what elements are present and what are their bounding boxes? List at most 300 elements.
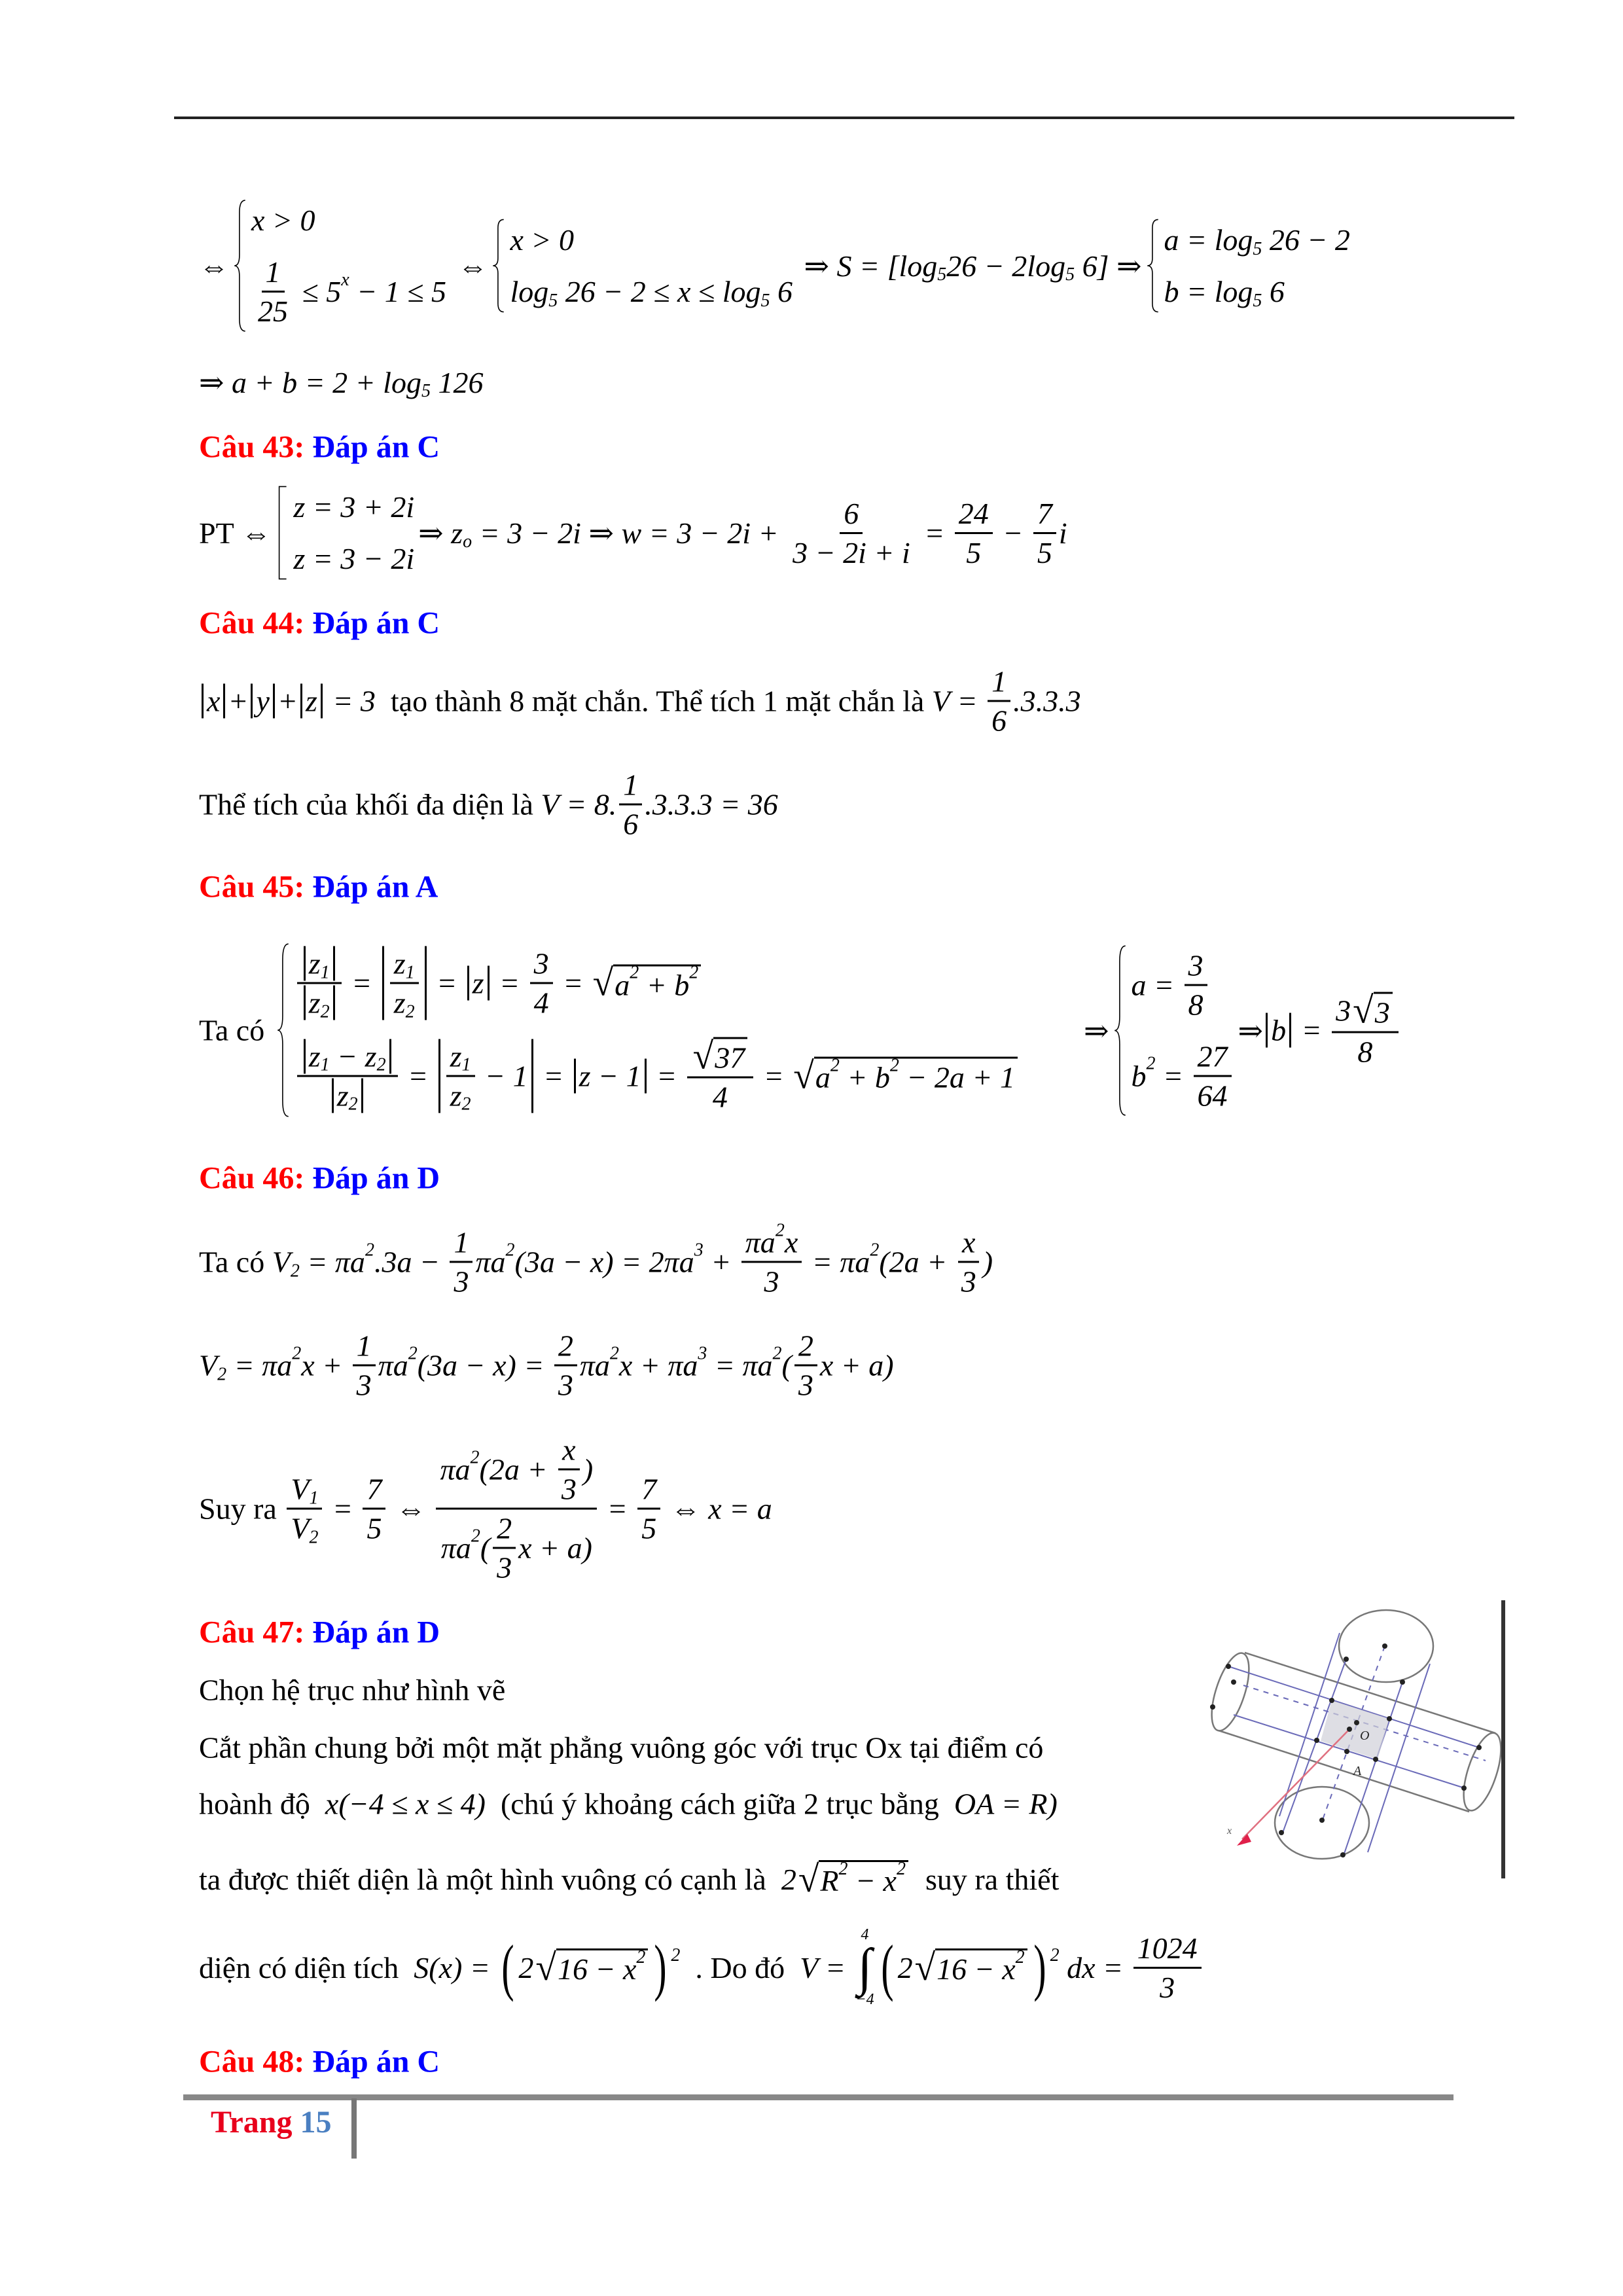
denominator <box>287 1510 322 1546</box>
system-rows <box>1128 944 1234 1117</box>
denominator <box>709 1079 732 1115</box>
math-text: 1024 <box>1137 1931 1198 1965</box>
radicand <box>556 1948 648 1986</box>
subscript: 1 <box>320 962 330 982</box>
square-root <box>535 1948 648 1986</box>
math-text: x <box>784 1225 798 1259</box>
math-text: = <box>599 1492 635 1526</box>
math-text: 6 <box>623 807 639 841</box>
math-text: = πa <box>804 1245 870 1279</box>
numerator <box>558 1433 579 1471</box>
absolute-value <box>202 684 225 719</box>
math-text: − 1 ≤ 5 <box>349 275 446 308</box>
math-text: = <box>491 966 527 1000</box>
denominator <box>789 534 914 570</box>
numerator <box>390 946 419 984</box>
math-text: .3.3.3 <box>1013 684 1081 718</box>
fraction <box>446 1039 475 1113</box>
absolute-value <box>304 1039 391 1073</box>
math-text: 5 <box>366 1511 382 1545</box>
fraction <box>988 664 1010 738</box>
subscript: 2 <box>217 1364 227 1384</box>
math-text: (3a − x) = 2πa <box>514 1245 694 1279</box>
square-root <box>793 1057 1018 1095</box>
text: Ta có <box>199 1245 272 1279</box>
radical-icon: √ <box>692 1035 714 1077</box>
subscript: 5 <box>937 264 947 285</box>
superscript: 2 <box>408 1343 418 1363</box>
math-text: ≤ 5 <box>294 275 342 308</box>
label-o: O <box>1360 1729 1370 1743</box>
math-text: 5 <box>966 535 982 569</box>
denominator <box>957 1263 980 1299</box>
text-cau-47-b <box>199 1731 1043 1765</box>
radical-icon: √ <box>1353 990 1374 1031</box>
math-text: z <box>336 1079 349 1112</box>
upper-limit: 4 <box>861 1926 869 1943</box>
math-text: 1 <box>265 255 281 289</box>
math-text: = <box>756 1059 792 1092</box>
system-rows <box>289 486 414 580</box>
superscript: 2 <box>636 1946 646 1967</box>
math-text: 3 <box>1188 948 1204 982</box>
math-text: z = 3 + 2i <box>293 490 415 524</box>
subscript: 5 <box>1253 290 1262 311</box>
answer-label: Đáp án C <box>304 2044 440 2079</box>
numerator <box>1033 496 1056 534</box>
left-paren-icon: ( <box>881 1932 894 2002</box>
math-text: − 1 <box>477 1059 528 1092</box>
numerator <box>619 768 642 806</box>
denominator <box>390 984 419 1020</box>
cylinders-figure <box>1204 1590 1531 1878</box>
radicand <box>713 1037 747 1075</box>
math-text: a = log <box>1164 223 1253 257</box>
math-text: 7 <box>1037 496 1052 530</box>
denominator <box>254 293 292 329</box>
equation-cau-46-c <box>199 1433 772 1585</box>
denominator <box>297 984 342 1020</box>
math-text: 26 − 2 ≤ x ≤ log <box>558 275 761 308</box>
math-text: i <box>1058 516 1067 550</box>
math-text: 3 <box>533 946 549 980</box>
math-text: − 2a + 1 <box>899 1060 1015 1094</box>
superscript: 2 <box>470 1447 480 1467</box>
question-label: Câu 46: <box>199 1160 305 1196</box>
math-text: = 3 <box>325 684 383 718</box>
text: PT <box>199 516 241 550</box>
math-text: 6 <box>844 496 859 530</box>
fraction <box>297 946 342 1020</box>
math-text: ⇒ <box>1023 1014 1109 1047</box>
equation-system <box>1113 944 1234 1117</box>
numerator <box>493 1511 516 1549</box>
math-text: 126 <box>430 365 484 399</box>
math-text: ⇒ z <box>418 516 463 550</box>
numerator <box>1185 948 1207 986</box>
heading-cau-44 <box>199 605 440 641</box>
absolute-value <box>467 966 490 1001</box>
text-cau-47-a <box>199 1673 505 1708</box>
denominator <box>794 1367 817 1403</box>
math-text: 2 <box>798 1329 813 1363</box>
system-row <box>1132 1039 1234 1113</box>
math-text: + <box>228 684 249 718</box>
fraction <box>493 1511 516 1585</box>
parentheses <box>497 1932 671 2002</box>
absolute-value <box>251 684 274 719</box>
math-text: z <box>308 946 321 980</box>
label-x: x <box>1227 1825 1232 1837</box>
math-text: 26 − 2log <box>946 249 1066 283</box>
math-text: 3 <box>798 1368 813 1402</box>
math-text: 3 <box>1160 1970 1175 2004</box>
math-text: 7 <box>641 1472 657 1506</box>
subscript: 2 <box>405 1001 415 1022</box>
denominator <box>962 534 985 570</box>
math-text: 3 <box>497 1551 512 1585</box>
heading-cau-45 <box>199 869 438 905</box>
superscript: 2 <box>471 1526 480 1546</box>
math-text: = πa <box>226 1348 293 1382</box>
denominator <box>558 1471 580 1507</box>
radicand <box>819 1860 908 1898</box>
superscript: 2 <box>689 962 699 983</box>
math-text: ⇔ x = a <box>663 1492 772 1526</box>
text: tạo thành 8 mặt chắn. Thể tích 1 mặt chắn là <box>383 684 932 718</box>
denominator <box>554 1367 577 1403</box>
fraction <box>390 946 419 1020</box>
question-label: Câu 47: <box>199 1615 305 1650</box>
superscript: 2 <box>870 1240 880 1260</box>
header-rule <box>174 117 1514 119</box>
superscript: 2 <box>830 1055 840 1075</box>
denominator <box>1185 986 1207 1022</box>
question-label: Câu 45: <box>199 869 305 905</box>
numerator <box>353 1329 376 1367</box>
math-text: z <box>450 1079 462 1112</box>
numerator <box>450 1225 473 1263</box>
subscript: 1 <box>405 962 415 982</box>
square-root <box>915 1948 1027 1986</box>
math-text: 3 <box>764 1265 779 1299</box>
fraction <box>1194 1039 1232 1113</box>
text: Cắt phần chung bởi một mặt phẳng vuông góc với trục Ox tại điểm có <box>199 1731 1044 1765</box>
numerator <box>687 1037 754 1079</box>
math-text: 27 <box>1197 1039 1228 1073</box>
denominator <box>353 1367 376 1403</box>
superscript: 2 <box>365 1240 374 1260</box>
math-text: 3 <box>1374 996 1390 1029</box>
math-text: z <box>393 986 406 1020</box>
text: diện có diện tích <box>199 1950 414 1984</box>
numerator <box>988 664 1010 702</box>
math-text: z <box>393 946 406 980</box>
brace-icon <box>1113 944 1128 1117</box>
math-text: + b <box>839 1060 890 1094</box>
equation-cau-43 <box>199 486 1067 580</box>
denominator <box>619 806 642 842</box>
superscript: 2 <box>1146 1053 1156 1074</box>
math-text: = <box>429 966 465 1000</box>
denominator <box>450 1263 473 1299</box>
math-text: 16 − x <box>936 1952 1016 1986</box>
superscript: 2 <box>630 962 639 983</box>
math-text: 2 <box>781 1862 796 1896</box>
brace-icon <box>1146 219 1160 313</box>
square-root <box>593 964 702 1002</box>
brace-icon <box>233 199 247 332</box>
subscript: 2 <box>348 1094 358 1115</box>
math-text: (3a − x) = <box>417 1348 552 1382</box>
math-text: − z <box>329 1039 377 1073</box>
subscript: 1 <box>461 1054 471 1075</box>
equation-system <box>276 942 1020 1119</box>
math-text: dx = <box>1059 1950 1131 1984</box>
math-text: .3a − <box>374 1245 448 1279</box>
radical-icon: √ <box>793 1055 814 1096</box>
system-rows <box>291 942 1020 1119</box>
system-row <box>510 223 793 257</box>
fraction <box>637 1472 660 1546</box>
math-text: + <box>277 684 298 718</box>
math-text: ⇔ <box>199 249 229 283</box>
math-text: 25 <box>258 295 288 328</box>
math-text: (2a + <box>879 1245 955 1279</box>
math-text: x(−4 ≤ x ≤ 4) <box>325 1787 486 1821</box>
math-text: R <box>820 1864 839 1897</box>
math-text: = 3 − 2i ⇒ w = 3 − 2i + <box>472 516 787 550</box>
subscript: 5 <box>421 381 431 401</box>
math-text: 1 <box>454 1225 469 1259</box>
math-text: ( <box>781 1348 792 1382</box>
radicand <box>1374 992 1393 1030</box>
math-text: V <box>272 1245 291 1279</box>
denominator <box>1353 1033 1376 1069</box>
math-text: 4 <box>712 1080 728 1114</box>
subscript: 2 <box>376 1054 386 1075</box>
math-text: ⇔ <box>450 249 488 283</box>
absolute-value <box>304 986 335 1020</box>
square-root <box>798 1860 908 1898</box>
math-text: 2 <box>518 1950 534 1984</box>
math-text: x + a) <box>518 1531 592 1565</box>
x-axis-arrow <box>1242 1729 1349 1839</box>
fraction <box>530 946 553 1020</box>
math-text: V = 8. <box>541 787 617 821</box>
math-text: 16 − x <box>557 1952 637 1986</box>
superscript: 2 <box>896 1858 906 1879</box>
footer-divider <box>351 2098 357 2159</box>
numerator <box>262 255 285 293</box>
math-text: x + a) <box>819 1348 894 1382</box>
text: Ta có <box>199 1013 272 1047</box>
square-root <box>1353 992 1393 1030</box>
math-text: = <box>344 966 380 1000</box>
right-paren-icon: ) <box>654 1932 667 2002</box>
subscript: 2 <box>290 1261 300 1281</box>
denominator <box>437 1510 596 1585</box>
cross-section-square <box>1321 1700 1389 1759</box>
denominator <box>325 1077 370 1113</box>
fraction <box>436 1433 597 1585</box>
math-text: = πa <box>299 1245 365 1279</box>
fraction <box>789 496 914 570</box>
paren-body <box>518 1948 650 1986</box>
superscript: 2 <box>671 1945 681 1965</box>
system-row <box>1164 274 1350 309</box>
bracket-icon <box>275 486 289 580</box>
text: suy ra thiết <box>910 1862 1060 1896</box>
fraction <box>1033 496 1056 570</box>
superscript: 2 <box>1050 1945 1060 1965</box>
math-text: 6 <box>991 704 1007 738</box>
math-text: = <box>535 1059 571 1092</box>
math-text: 4 <box>533 986 549 1020</box>
math-text: ) <box>582 1452 594 1486</box>
math-text: πa <box>745 1225 776 1259</box>
math-text: b <box>1271 1013 1287 1047</box>
system-row <box>294 1037 1020 1115</box>
superscript: 2 <box>1015 1946 1025 1967</box>
radical-icon: √ <box>592 962 614 1004</box>
system-rows <box>1160 219 1350 313</box>
paren-body <box>898 1948 1029 1986</box>
system-row <box>1132 948 1234 1022</box>
square-root <box>693 1037 748 1075</box>
subscript: 2 <box>461 1094 471 1115</box>
denominator <box>530 984 553 1020</box>
math-text: 2 <box>558 1329 573 1363</box>
math-text: ⇒ S = [log <box>796 249 938 283</box>
numerator <box>297 1039 398 1077</box>
math-text: a <box>615 968 630 1001</box>
math-text: πa <box>440 1531 471 1565</box>
superscript: 2 <box>292 1343 302 1363</box>
numerator <box>794 1329 817 1367</box>
fraction <box>450 1225 473 1299</box>
math-text: = <box>916 516 952 550</box>
text-cau-47-d <box>199 1860 1059 1898</box>
fraction <box>554 1329 577 1403</box>
system-row <box>251 255 446 329</box>
fraction <box>741 1220 802 1299</box>
math-text: 3 <box>558 1368 573 1402</box>
numerator <box>530 946 553 984</box>
math-text: 6 <box>770 275 793 308</box>
text: ta được thiết diện là một hình vuông có cạnh là <box>199 1862 781 1896</box>
fraction <box>794 1329 817 1403</box>
fraction <box>297 1039 398 1113</box>
math-text: x <box>207 684 221 718</box>
subscript: o <box>463 531 473 552</box>
math-text: 37 <box>715 1041 745 1075</box>
superscript: 3 <box>694 1240 704 1260</box>
superscript: 2 <box>889 1055 899 1075</box>
heading-cau-47 <box>199 1615 440 1651</box>
math-text: 6] ⇒ <box>1075 249 1142 283</box>
math-text: a = <box>1131 968 1182 1001</box>
heading-cau-43 <box>199 429 440 465</box>
superscript: 3 <box>698 1343 707 1363</box>
radicand <box>613 964 701 1002</box>
fraction <box>619 768 642 842</box>
fraction <box>1185 948 1207 1022</box>
math-text: OA = R) <box>954 1787 1058 1821</box>
radicand <box>814 1057 1018 1095</box>
math-text: 7 <box>366 1472 382 1506</box>
subscript: 2 <box>309 1527 319 1547</box>
text: hoành độ <box>199 1787 325 1821</box>
math-text: 2 <box>497 1511 512 1545</box>
heading-cau-46 <box>199 1160 440 1196</box>
math-text: 3 <box>1336 994 1351 1028</box>
math-text: V = <box>800 1950 853 1984</box>
text: Suy ra <box>199 1492 285 1526</box>
superscript: 2 <box>775 1220 785 1240</box>
math-text: z − 1 <box>579 1059 641 1092</box>
subscript: 5 <box>1065 264 1075 285</box>
math-text: 1 <box>356 1329 372 1363</box>
math-text: 64 <box>1197 1079 1228 1112</box>
math-text: (2a + <box>479 1452 555 1486</box>
absolute-value <box>382 946 427 1020</box>
math-text: πa <box>475 1245 506 1279</box>
subscript: 1 <box>320 1054 330 1075</box>
denominator <box>988 702 1010 738</box>
math-text: x <box>961 1225 976 1259</box>
math-text: = <box>1155 1059 1191 1092</box>
math-text: a <box>815 1060 830 1094</box>
brace-icon <box>491 219 506 313</box>
math-text: 3 <box>454 1265 469 1299</box>
numerator <box>554 1329 577 1367</box>
math-text: 8 <box>1357 1035 1373 1068</box>
text-cau-47-c <box>199 1787 1058 1821</box>
math-text: = πa <box>707 1348 773 1382</box>
fraction <box>558 1433 580 1507</box>
equation-cau-45 <box>199 942 1401 1119</box>
subscript: 5 <box>548 290 558 311</box>
math-text: z <box>450 1039 462 1073</box>
equation-cau-46-a <box>199 1220 993 1299</box>
integral-icon: ∫ <box>857 1939 872 1996</box>
math-text: z <box>308 1039 321 1073</box>
numerator <box>955 496 993 534</box>
math-text: 24 <box>958 496 989 530</box>
denominator <box>1194 1077 1232 1113</box>
math-text: + <box>703 1245 739 1279</box>
equation-system <box>233 199 446 332</box>
answer-label: Đáp án C <box>304 429 440 465</box>
superscript: x <box>341 269 349 290</box>
system-row <box>510 274 793 309</box>
denominator <box>493 1549 516 1585</box>
fraction <box>353 1329 376 1403</box>
math-text: = <box>325 1492 361 1526</box>
equation-system <box>491 219 793 313</box>
math-text: = <box>649 1059 685 1092</box>
system-rows <box>506 219 793 313</box>
system-rows <box>247 199 446 332</box>
fraction <box>287 1472 322 1546</box>
math-text: ⇒ a + b = 2 + log <box>199 366 421 399</box>
math-text: − <box>995 516 1031 550</box>
numerator <box>1332 992 1399 1033</box>
math-text: z <box>305 684 317 718</box>
math-text: 3 − 2i + i <box>793 535 910 569</box>
integral <box>855 1926 874 2009</box>
